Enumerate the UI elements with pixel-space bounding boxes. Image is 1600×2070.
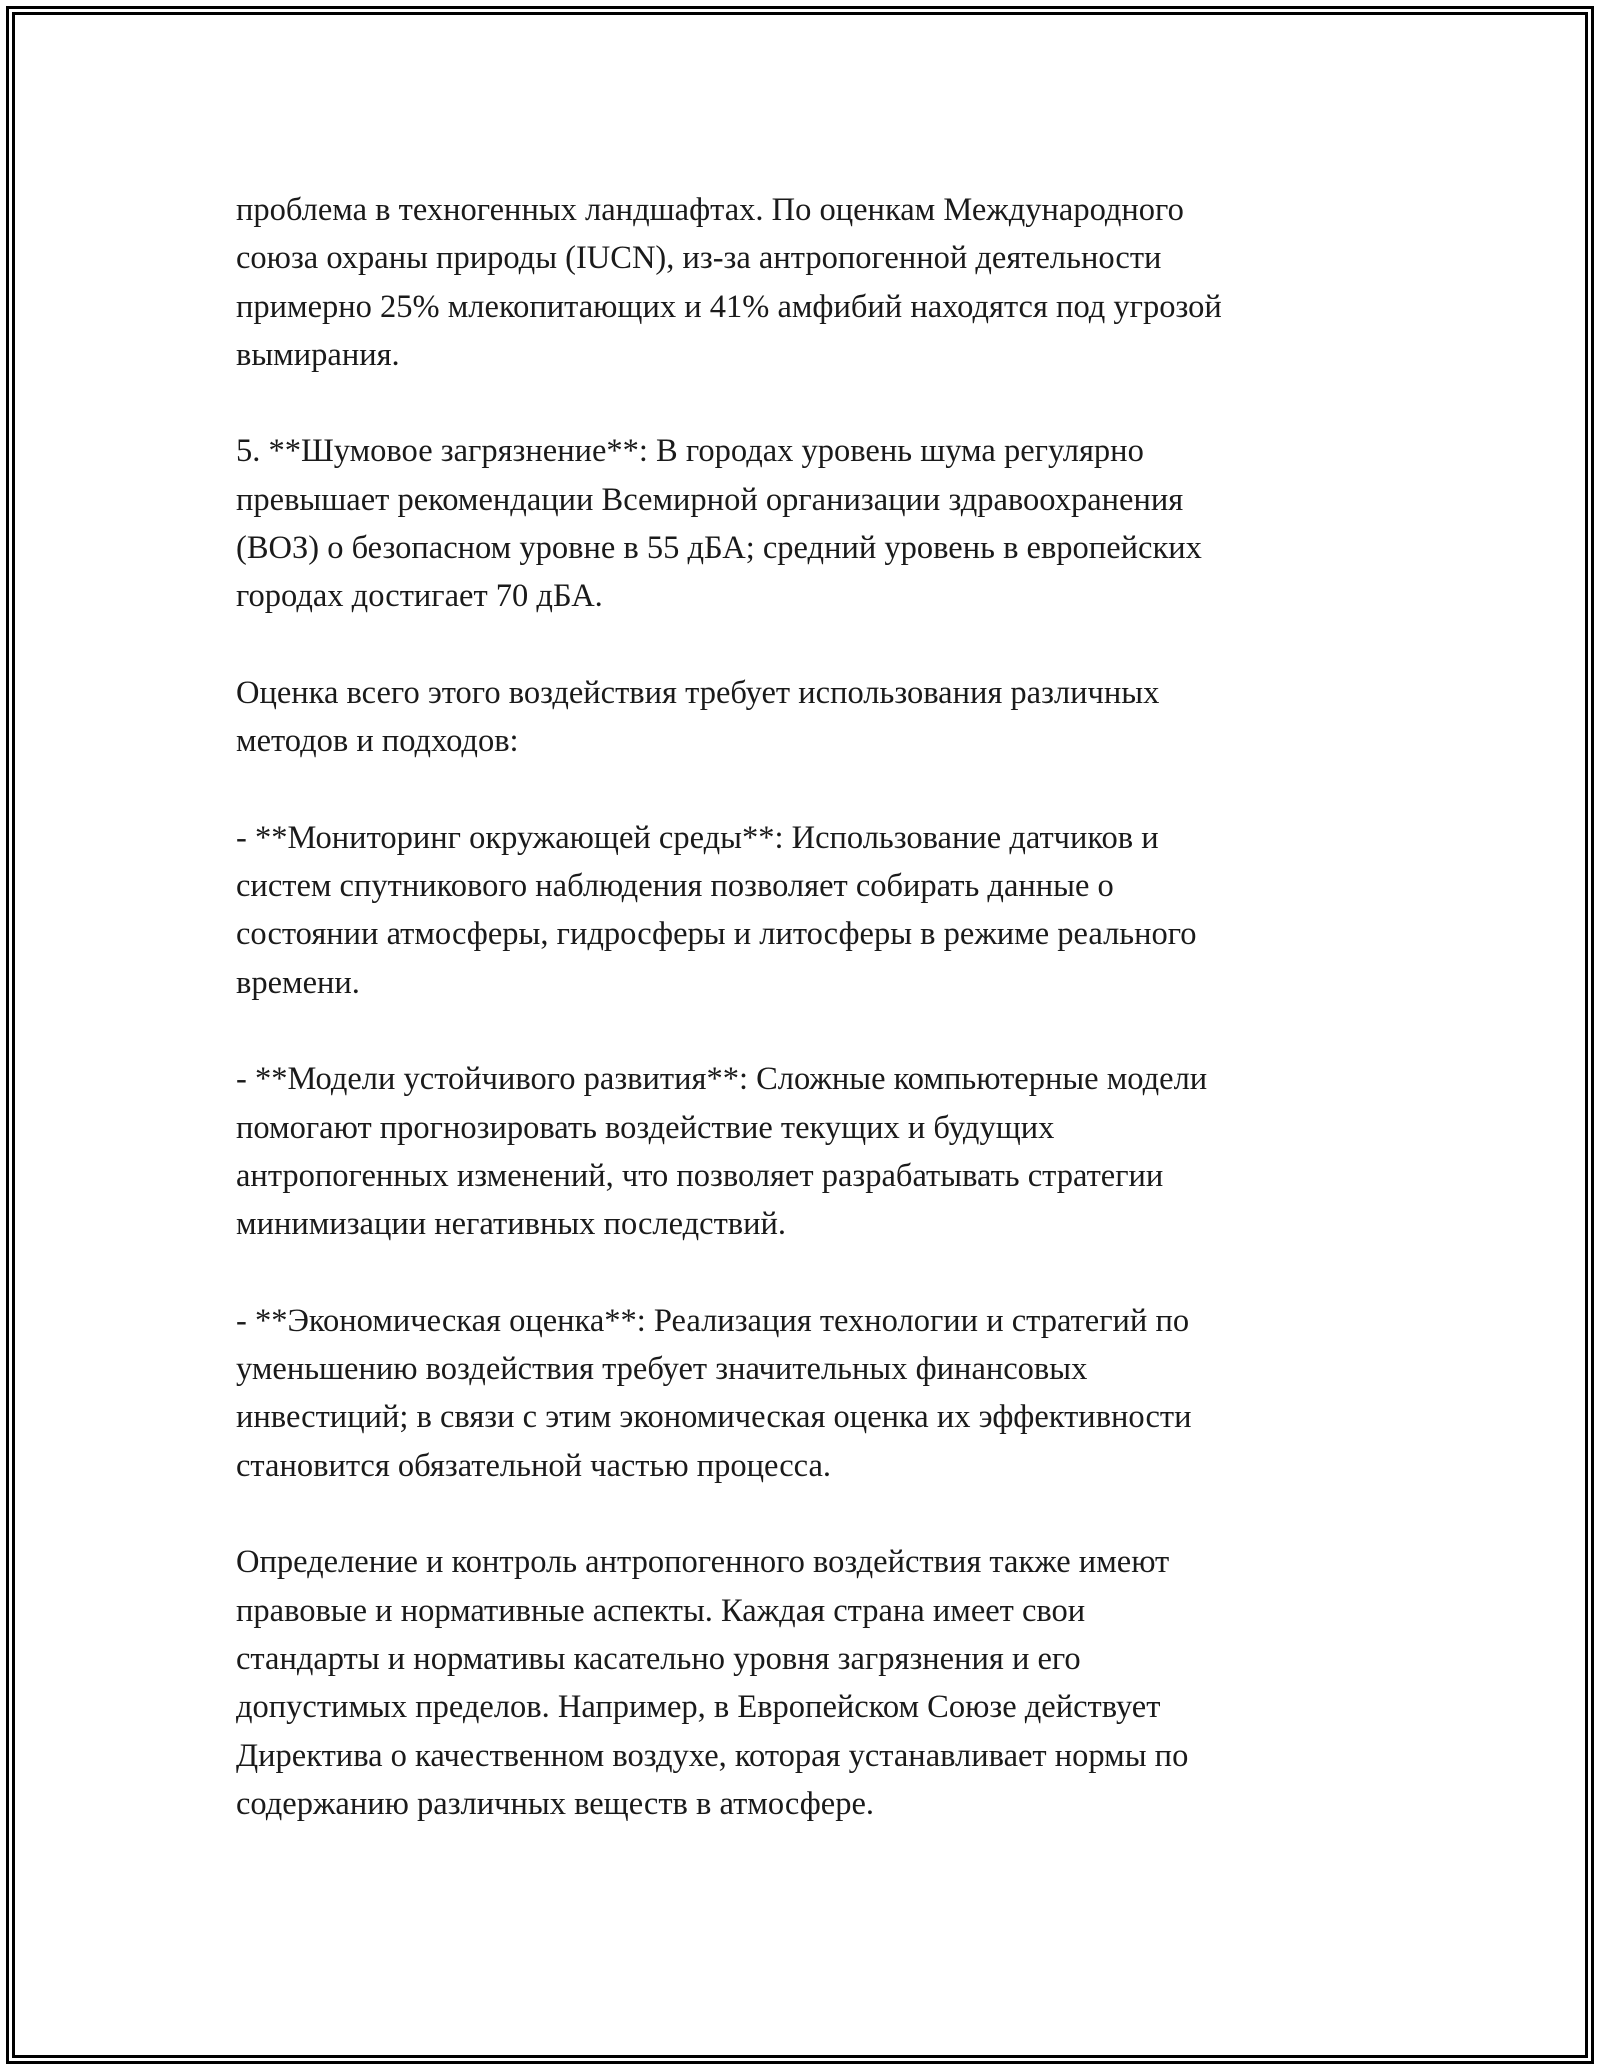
text-line: превышает рекомендации Всемирной организации здравоохранения xyxy=(236,481,1184,518)
text-line: - **Мониторинг окружающей среды**: Использование датчиков и xyxy=(236,819,1159,856)
text-line: содержанию различных веществ в атмосфере. xyxy=(236,1785,875,1822)
paragraph-monitoring xyxy=(236,814,1366,1007)
text-line: примерно 25% млекопитающих и 41% амфибий находятся под угрозой xyxy=(236,288,1222,325)
text-line: уменьшению воздействия требует значительных финансовых xyxy=(236,1351,1088,1388)
text-line: Определение и контроль антропогенного воздействия также имеют xyxy=(236,1544,1170,1581)
text-line: минимизации негативных последствий. xyxy=(236,1206,787,1243)
text-line: стандарты и нормативы касательно уровня загрязнения и его xyxy=(236,1640,1081,1677)
text-line: городах достигает 70 дБА. xyxy=(236,578,603,615)
text-line: Оценка всего этого воздействия требует использования различных xyxy=(236,674,1160,711)
text-line: состоянии атмосферы, гидросферы и литосферы в режиме реального xyxy=(236,916,1197,953)
text-line: допустимых пределов. Например, в Европейском Союзе действует xyxy=(236,1689,1161,1726)
text-line: Директива о качественном воздухе, которая устанавливает нормы по xyxy=(236,1737,1189,1774)
paragraph-assessment-intro xyxy=(236,669,1366,766)
text-line: помогают прогнозировать воздействие текущих и будущих xyxy=(236,1109,1055,1146)
text-line: вымирания. xyxy=(236,336,400,373)
text-line: проблема в техногенных ландшафтах. По оценкам Международного xyxy=(236,192,1184,228)
paragraph-sustainability-models xyxy=(236,1055,1366,1248)
text-line: антропогенных изменений, что позволяет разрабатывать стратегии xyxy=(236,1157,1164,1194)
text-line: 5. **Шумовое загрязнение**: В городах уровень шума регулярно xyxy=(236,433,1144,470)
text-line: методов и подходов: xyxy=(236,723,519,760)
paragraph-legal-aspects xyxy=(236,1538,1366,1828)
text-line: - **Экономическая оценка**: Реализация технологии и стратегий по xyxy=(236,1302,1190,1339)
text-line: (ВОЗ) о безопасном уровне в 55 дБА; средний уровень в европейских xyxy=(236,530,1202,567)
text-line: правовые и нормативные аспекты. Каждая страна имеет свои xyxy=(236,1592,1086,1629)
text-line: инвестиций; в связи с этим экономическая оценка их эффективности xyxy=(236,1399,1192,1436)
text-line: времени. xyxy=(236,964,360,1001)
text-line: становится обязательной частью процесса. xyxy=(236,1447,832,1484)
text-line: - **Модели устойчивого развития**: Сложные компьютерные модели xyxy=(236,1061,1208,1098)
text-line: союза охраны природы (IUCN), из-за антропогенной деятельности xyxy=(236,240,1162,277)
paragraph-noise-pollution xyxy=(236,427,1366,620)
paragraph-species-threat xyxy=(236,186,1366,379)
paragraph-economic-assessment xyxy=(236,1297,1366,1490)
text-line: систем спутникового наблюдения позволяет собирать данные о xyxy=(236,868,1114,905)
document-body xyxy=(236,186,1366,1828)
